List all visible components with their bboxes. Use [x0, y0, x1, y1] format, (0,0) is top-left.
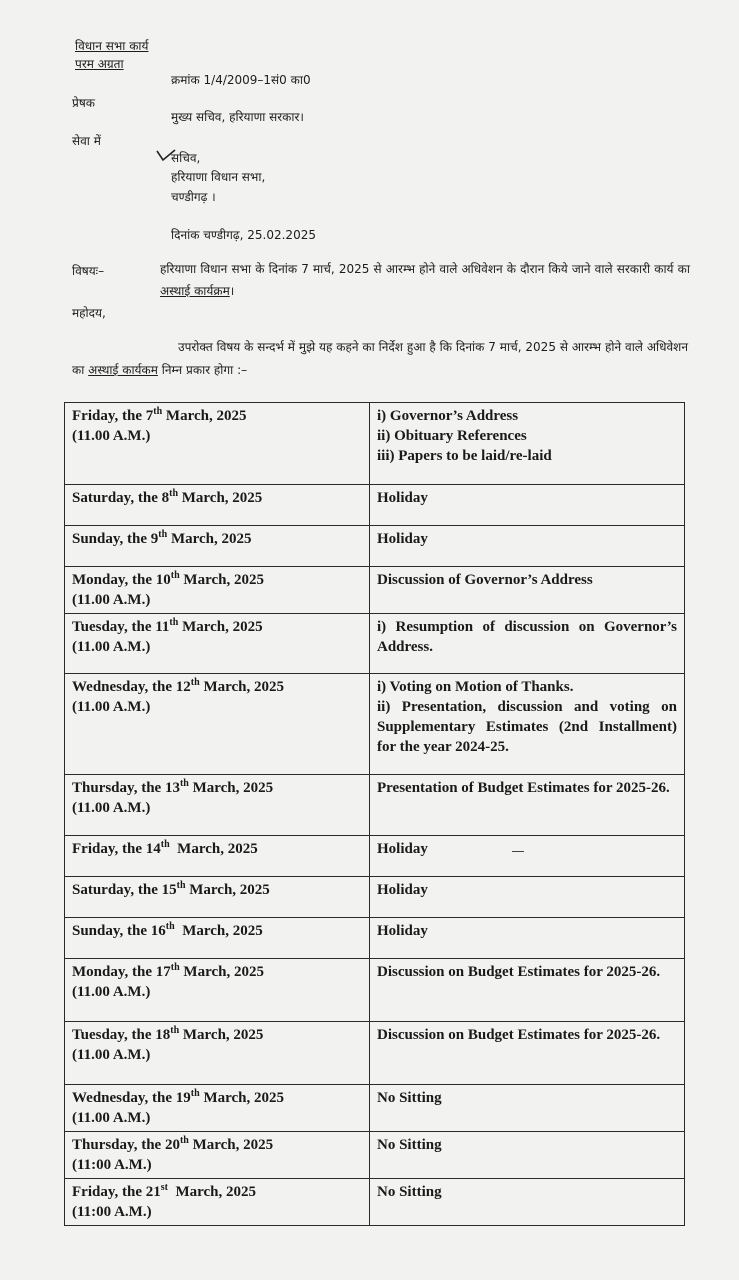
- body-highlight: अस्थाई कार्यकम: [88, 363, 158, 377]
- business-item: Holiday: [377, 923, 428, 939]
- ordinal-suffix: th: [153, 406, 163, 417]
- schedule-row: [65, 567, 685, 614]
- schedule-business-cell: [370, 877, 685, 918]
- schedule-date-cell: [65, 1022, 370, 1085]
- schedule-day: Tuesday, the 11: [72, 619, 170, 635]
- schedule-month-year: March, 2025: [167, 531, 252, 547]
- ordinal-suffix: th: [179, 1135, 189, 1146]
- ordinal-suffix: th: [176, 880, 186, 891]
- schedule-date-cell: [65, 959, 370, 1022]
- sender: मुख्य सचिव, हरियाणा सरकार।: [171, 110, 304, 124]
- schedule-time: (11.00 A.M.): [72, 639, 151, 655]
- schedule-month-year: March, 2025: [178, 619, 263, 635]
- schedule-row: [65, 1085, 685, 1132]
- business-item: No Sitting: [377, 1184, 442, 1200]
- schedule-time: (11:00 A.M.): [72, 1157, 152, 1173]
- schedule-time: (11.00 A.M.): [72, 984, 151, 1000]
- schedule-day: Tuesday, the 18: [72, 1027, 171, 1043]
- recipient-line-1: सचिव,: [171, 151, 201, 165]
- schedule-business-cell: [370, 485, 685, 526]
- schedule-day: Wednesday, the 12: [72, 679, 191, 695]
- schedule-time: (11:00 A.M.): [72, 1204, 152, 1220]
- schedule-row: [65, 1022, 685, 1085]
- schedule-date-cell: [65, 775, 370, 836]
- schedule-row: [65, 877, 685, 918]
- business-item: Holiday: [377, 841, 428, 857]
- schedule-date-cell: [65, 1085, 370, 1132]
- subject-highlight: अस्थाई कार्यक्रम: [160, 284, 230, 298]
- schedule-date-cell: [65, 1132, 370, 1179]
- schedule-date-cell: [65, 674, 370, 775]
- subject-text: हरियाणा विधान सभा के दिनांक 7 मार्च, 2025 से आरम्भ होने वाले अधिवेशन के दौरान किये जाने वाले सरकारी कार्य का अस्थाई कार्यक्रम।: [160, 262, 690, 298]
- schedule-month-year: March, 2025: [185, 882, 270, 898]
- business-item: i) Voting on Motion of Thanks.: [377, 679, 574, 695]
- schedule-date-cell: [65, 403, 370, 485]
- ordinal-suffix: th: [190, 677, 200, 688]
- schedule-day: Friday, the 21: [72, 1184, 161, 1200]
- schedule-month-year: March, 2025: [169, 841, 258, 857]
- schedule-business-cell: [370, 1132, 685, 1179]
- ordinal-suffix: th: [165, 921, 175, 932]
- schedule-date-cell: [65, 836, 370, 877]
- schedule-business-cell: [370, 403, 685, 485]
- schedule-day: Wednesday, the 19: [72, 1090, 191, 1106]
- business-item: No Sitting: [377, 1090, 442, 1106]
- schedule-business-cell: [370, 567, 685, 614]
- schedule-business-cell: [370, 1085, 685, 1132]
- ordinal-suffix: th: [169, 488, 179, 499]
- schedule-row: [65, 674, 685, 775]
- business-item: ii) Obituary References: [377, 428, 527, 444]
- session-schedule-table: [64, 402, 685, 1226]
- ordinal-suffix: th: [160, 839, 170, 850]
- ordinal-suffix: th: [158, 529, 168, 540]
- schedule-date-cell: [65, 485, 370, 526]
- priority-label: परम अग्रता: [75, 57, 124, 71]
- schedule-day: Saturday, the 15: [72, 882, 177, 898]
- reference-number: क्रमांक 1/4/2009–1सं0 का0: [171, 73, 311, 87]
- schedule-business-cell: [370, 526, 685, 567]
- sender-label: प्रेषक: [72, 96, 95, 110]
- schedule-time: (11.00 A.M.): [72, 1110, 151, 1126]
- schedule-date-cell: [65, 877, 370, 918]
- schedule-date-cell: [65, 1179, 370, 1226]
- business-item: Discussion of Governor’s Address: [377, 572, 593, 588]
- schedule-day: Thursday, the 13: [72, 780, 180, 796]
- schedule-month-year: March, 2025: [174, 923, 263, 939]
- schedule-month-year: March, 2025: [162, 408, 247, 424]
- schedule-row: [65, 959, 685, 1022]
- schedule-date-cell: [65, 567, 370, 614]
- schedule-date-cell: [65, 526, 370, 567]
- schedule-day: Saturday, the 8: [72, 490, 170, 506]
- ordinal-suffix: st: [160, 1182, 168, 1193]
- schedule-day: Thursday, the 20: [72, 1137, 180, 1153]
- schedule-row: [65, 526, 685, 567]
- schedule-day: Sunday, the 9: [72, 531, 159, 547]
- business-item: i) Governor’s Address: [377, 408, 519, 424]
- business-item: Holiday: [377, 531, 428, 547]
- ordinal-suffix: th: [179, 778, 189, 789]
- schedule-month-year: March, 2025: [178, 490, 263, 506]
- business-item: iii) Papers to be laid/re-laid: [377, 448, 552, 464]
- schedule-business-cell: [370, 1179, 685, 1226]
- ordinal-suffix: th: [170, 1025, 180, 1036]
- schedule-row: [65, 1179, 685, 1226]
- schedule-row: [65, 836, 685, 877]
- schedule-row: [65, 1132, 685, 1179]
- recipient-line-3: चण्डीगढ़ ।: [171, 190, 216, 204]
- schedule-day: Sunday, the 16: [72, 923, 166, 939]
- schedule-month-year: March, 2025: [179, 572, 264, 588]
- schedule-month-year: March, 2025: [199, 1090, 284, 1106]
- schedule-month-year: March, 2025: [179, 1027, 264, 1043]
- department-heading: विधान सभा कार्य: [75, 39, 149, 53]
- ordinal-suffix: th: [190, 1088, 200, 1099]
- schedule-business-cell: [370, 959, 685, 1022]
- business-item: Discussion on Budget Estimates for 2025-26.: [377, 1027, 661, 1043]
- schedule-day: Monday, the 17: [72, 964, 171, 980]
- schedule-day: Monday, the 10: [72, 572, 171, 588]
- business-item: No Sitting: [377, 1137, 442, 1153]
- ordinal-suffix: th: [170, 962, 180, 973]
- schedule-time: (11.00 A.M.): [72, 699, 151, 715]
- schedule-business-cell: [370, 674, 685, 775]
- body-paragraph: उपरोक्त विषय के सन्दर्भ में मुझे यह कहने का निर्देश हुआ है कि दिनांक 7 मार्च, 2025 से आरम्भ होने वाले अधिवेशन का अस्थाई कार्यकम निम्न प्रकार होगा :–: [72, 340, 688, 377]
- business-item: i) Resumption of discussion on Governor’s Address.: [377, 619, 677, 655]
- schedule-month-year: March, 2025: [199, 679, 284, 695]
- recipient-label: सेवा में: [72, 134, 101, 148]
- recipient-line-2: हरियाणा विधान सभा,: [171, 170, 266, 184]
- schedule-date-cell: [65, 918, 370, 959]
- ordinal-suffix: th: [169, 617, 179, 628]
- business-item: ii) Presentation, discussion and voting on Supplementary Estimates (2nd Installment) for the year 2024-25.: [377, 699, 677, 755]
- schedule-time: (11.00 A.M.): [72, 592, 151, 608]
- subject-label: विषयः–: [72, 264, 105, 278]
- schedule-time: (11.00 A.M.): [72, 1047, 151, 1063]
- schedule-row: [65, 403, 685, 485]
- business-item: Holiday: [377, 490, 428, 506]
- business-item: Holiday: [377, 882, 428, 898]
- schedule-time: (11.00 A.M.): [72, 428, 151, 444]
- schedule-month-year: March, 2025: [179, 964, 264, 980]
- schedule-month-year: March, 2025: [188, 1137, 274, 1153]
- schedule-day: Friday, the 14: [72, 841, 161, 857]
- stray-mark: [512, 851, 524, 852]
- letter-date: दिनांक चण्डीगढ़, 25.02.2025: [171, 228, 316, 242]
- schedule-row: [65, 918, 685, 959]
- schedule-date-cell: [65, 614, 370, 674]
- schedule-business-cell: [370, 614, 685, 674]
- business-item: Discussion on Budget Estimates for 2025-26.: [377, 964, 661, 980]
- schedule-month-year: March, 2025: [188, 780, 274, 796]
- schedule-business-cell: [370, 1022, 685, 1085]
- schedule-business-cell: [370, 836, 685, 877]
- schedule-day: Friday, the 7: [72, 408, 154, 424]
- schedule-row: [65, 775, 685, 836]
- schedule-business-cell: [370, 918, 685, 959]
- business-item: Presentation of Budget Estimates for 2025-26.: [377, 780, 670, 796]
- salutation: महोदय,: [72, 306, 106, 320]
- schedule-row: [65, 485, 685, 526]
- schedule-row: [65, 614, 685, 674]
- schedule-month-year: March, 2025: [167, 1184, 257, 1200]
- ordinal-suffix: th: [170, 570, 180, 581]
- schedule-time: (11.00 A.M.): [72, 800, 151, 816]
- schedule-business-cell: [370, 775, 685, 836]
